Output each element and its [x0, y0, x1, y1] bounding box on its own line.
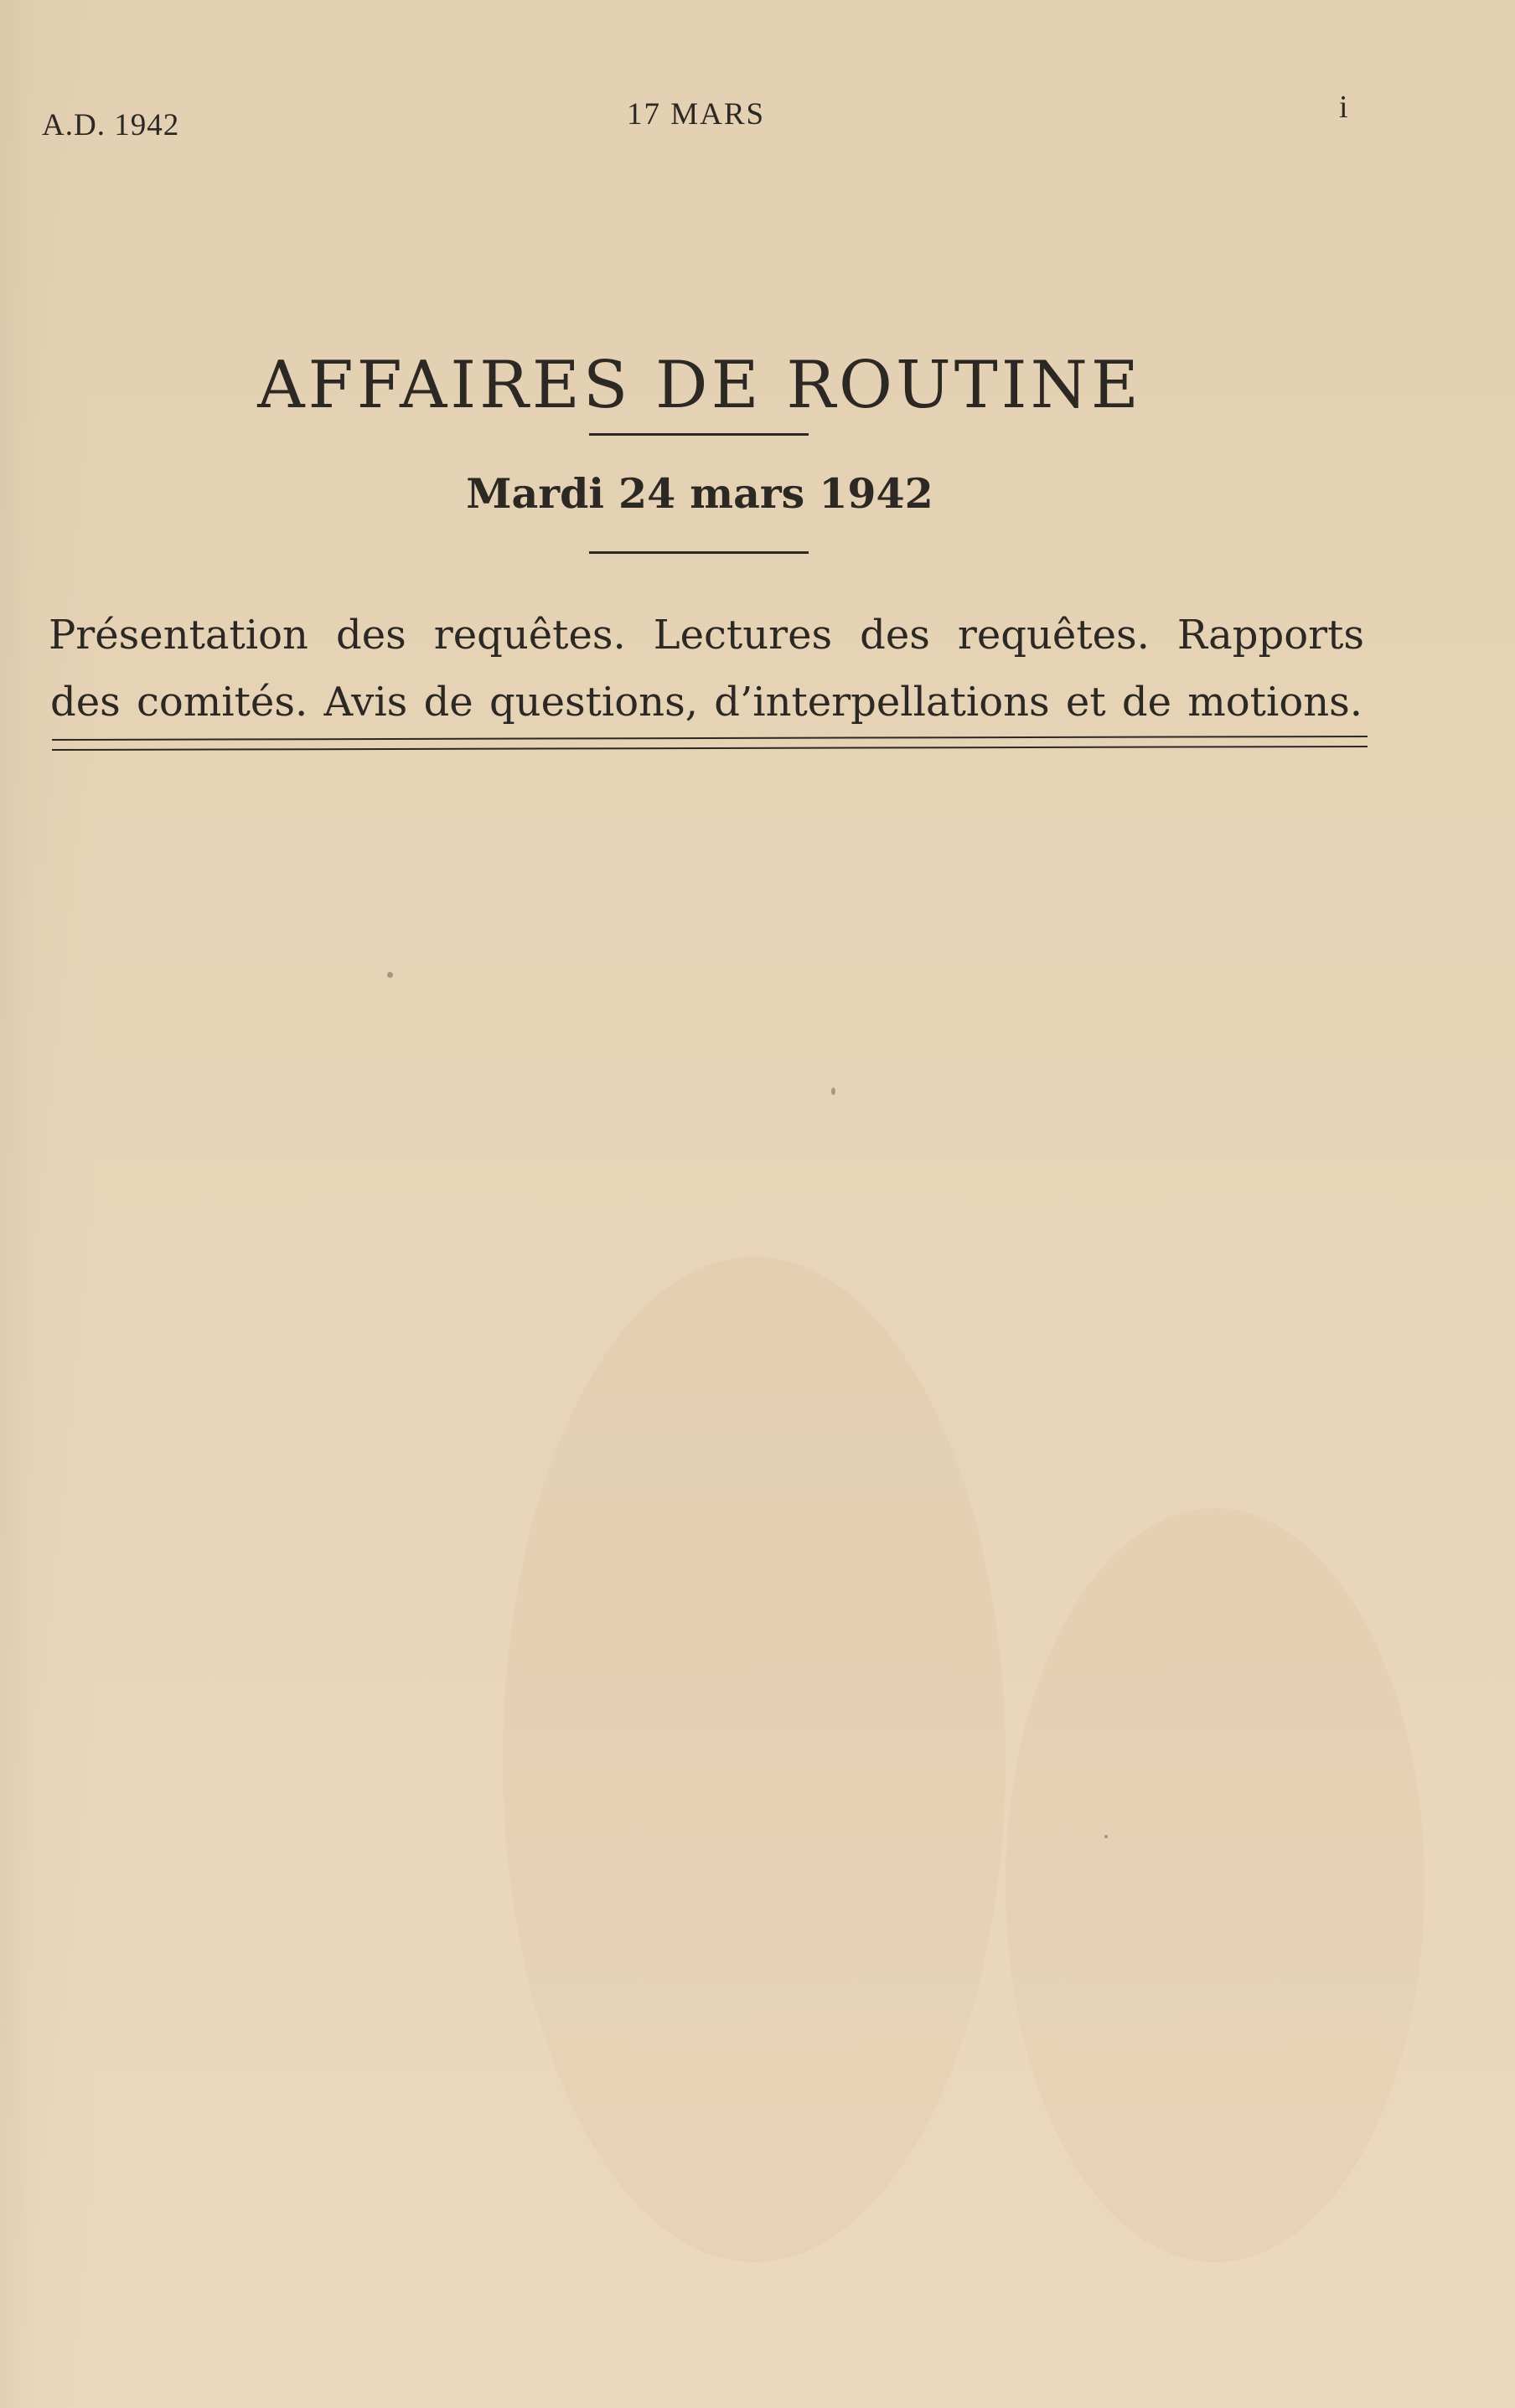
paper-stain: [1006, 1508, 1425, 2262]
paper-speck: [831, 1088, 835, 1095]
paper-speck: [387, 972, 393, 978]
routine-business-paragraph: Présentation des requêtes. Lectures des requêtes. Rapports des comités. Avis de questions, d’interpellations et de motions.: [49, 612, 1364, 726]
double-rule: [52, 736, 1368, 751]
page-title: AFFAIRES DE ROUTINE: [257, 348, 1142, 424]
paper-speck: [1104, 1835, 1108, 1838]
divider-bottom: [589, 551, 809, 554]
running-head-year: A.D. 1942: [42, 108, 180, 142]
paper-stain: [503, 1257, 1006, 2262]
divider-top: [589, 433, 809, 436]
date-heading: Mardi 24 mars 1942: [466, 469, 933, 518]
running-head-date: 17 MARS: [627, 97, 766, 132]
page-number: i: [1339, 90, 1348, 125]
